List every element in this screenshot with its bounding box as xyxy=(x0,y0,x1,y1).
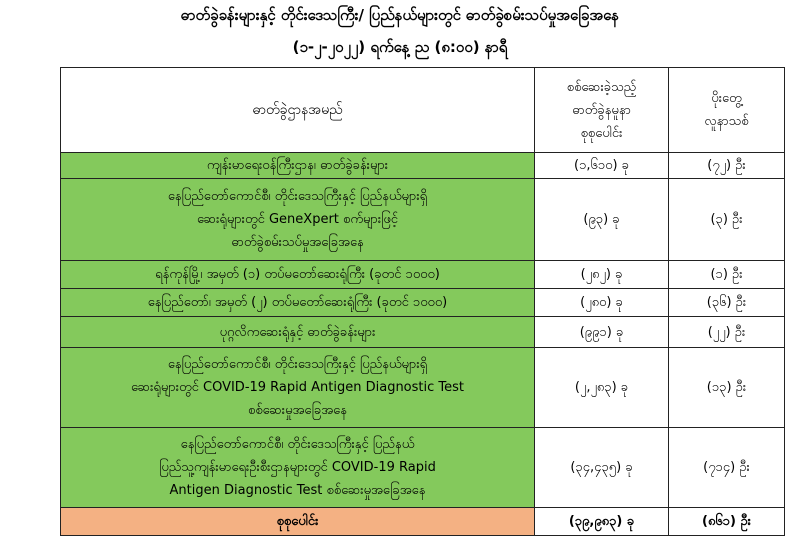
tested-cell: (၂,၂၈၃) ခု xyxy=(535,348,669,428)
lab-name-line: နေပြည်တော်ကောင်စီ၊ တိုင်းဒေသကြီးနှင့် ပြည်နယ်များရှိ xyxy=(167,189,428,204)
header-tested-line: စစ်ဆေးခဲ့သည့် xyxy=(566,79,637,95)
lab-name-line: စစ်ဆေးမှုအခြေအနေ xyxy=(248,403,347,418)
header-positive xyxy=(669,68,785,153)
lab-name-line: ဆေးရုံများတွင် COVID-19 Rapid Antigen Diagnostic Test xyxy=(130,380,465,395)
total-row xyxy=(61,508,785,536)
header-tested-line: ဓာတ်ခွဲနမူနာ xyxy=(572,102,631,118)
lab-name-line: ကျန်းမာရေးဝန်ကြီးဌာန၊ ဓာတ်ခွဲခန်းများ xyxy=(206,158,389,173)
tested-cell: (၂၈၀) ခု xyxy=(535,289,669,317)
lab-name-cell xyxy=(61,179,535,261)
lab-name-line: ဆေးရုံများတွင် GeneXpert စက်များဖြင့် xyxy=(196,212,399,227)
table-row xyxy=(61,289,785,317)
lab-name-line: နေပြည်တော်ကောင်စီ၊ တိုင်းဒေသကြီးနှင့် ပြည်နယ်များရှိ xyxy=(167,357,428,372)
table-row xyxy=(61,153,785,179)
tested-cell: (၉၉၁) ခု xyxy=(535,317,669,348)
header-lab-name-label: ဓာတ်ခွဲဌာနအမည် xyxy=(252,101,343,118)
total-positive: (၈၆၁) ဦး xyxy=(669,508,785,536)
lab-name-line: ပုဂ္ဂလိကဆေးရုံနှင့် ဓာတ်ခွဲခန်းများ xyxy=(219,324,376,340)
total-label: စုစုပေါင်း xyxy=(61,508,535,536)
table-row xyxy=(61,428,785,508)
report-title: ဓာတ်ခွဲခန်းများနှင့် တိုင်းဒေသကြီး/ ပြည်နယ်များတွင် ဓာတ်ခွဲစမ်းသပ်မှုအခြေအနေ xyxy=(180,6,620,24)
positive-cell: (၂၂) ဦး xyxy=(669,317,785,348)
positive-cell: (၁၃) ဦး xyxy=(669,348,785,428)
positive-cell: (၃) ဦး xyxy=(669,179,785,261)
report-date: (၁-၂-၂၀၂၂) ရက်နေ့ ည (၈:၀၀) နာရီ xyxy=(292,38,508,56)
lab-name-cell xyxy=(61,289,535,317)
lab-name-cell xyxy=(61,317,535,348)
lab-name-line: ပြည်သူ့ကျန်းမာရေးဦးစီးဌာနများတွင် COVID-19 Rapid xyxy=(159,460,436,475)
positive-cell: (၃၆) ဦး xyxy=(669,289,785,317)
lab-name-line: ဓာတ်ခွဲစမ်းသပ်မှုအခြေအနေ xyxy=(231,235,364,250)
table-row xyxy=(61,317,785,348)
header-tested xyxy=(535,68,669,153)
lab-name-cell xyxy=(61,153,535,179)
positive-cell: (၇၁၄) ဦး xyxy=(669,428,785,508)
tested-cell: (၁,၆၁၀) ခု xyxy=(535,153,669,179)
tested-cell: (၂၈၂) ခု xyxy=(535,261,669,289)
lab-name-cell xyxy=(61,261,535,289)
positive-cell: (၇၂) ဦး xyxy=(669,153,785,179)
lab-name-cell xyxy=(61,428,535,508)
table-row xyxy=(61,179,785,261)
header-positive-line: လူနာသစ် xyxy=(704,114,749,129)
lab-name-cell xyxy=(61,348,535,428)
tested-cell: (၉၃) ခု xyxy=(535,179,669,261)
positive-cell: (၁) ဦး xyxy=(669,261,785,289)
total-tested: (၃၉,၉၈၃) ခု xyxy=(535,508,669,536)
table-row xyxy=(61,261,785,289)
lab-name-line: နေပြည်တော်၊ အမှတ် (၂) တပ်မတော်ဆေးရုံကြီး (ခုတင် ၁၀၀၀) xyxy=(147,295,448,310)
header-tested-line: စုစုပေါင်း xyxy=(580,125,623,141)
lab-name-line: နေပြည်တော်ကောင်စီ၊ တိုင်းဒေသကြီးနှင့် ပြည်နယ် xyxy=(180,437,415,452)
header-lab-name xyxy=(61,68,535,153)
lab-name-line: Antigen Diagnostic Test စစ်ဆေးမှုအခြေအနေ xyxy=(169,483,426,498)
lab-name-line: ရန်ကုန်မြို့၊ အမှတ် (၁) တပ်မတော်ဆေးရုံကြီး (ခုတင် ၁၀၀၀) xyxy=(155,267,440,282)
table-row xyxy=(61,348,785,428)
testing-table xyxy=(60,67,785,536)
tested-cell: (၃၄,၄၃၅) ခု xyxy=(535,428,669,508)
header-positive-line: ပိုးတွေ့ xyxy=(711,91,742,106)
